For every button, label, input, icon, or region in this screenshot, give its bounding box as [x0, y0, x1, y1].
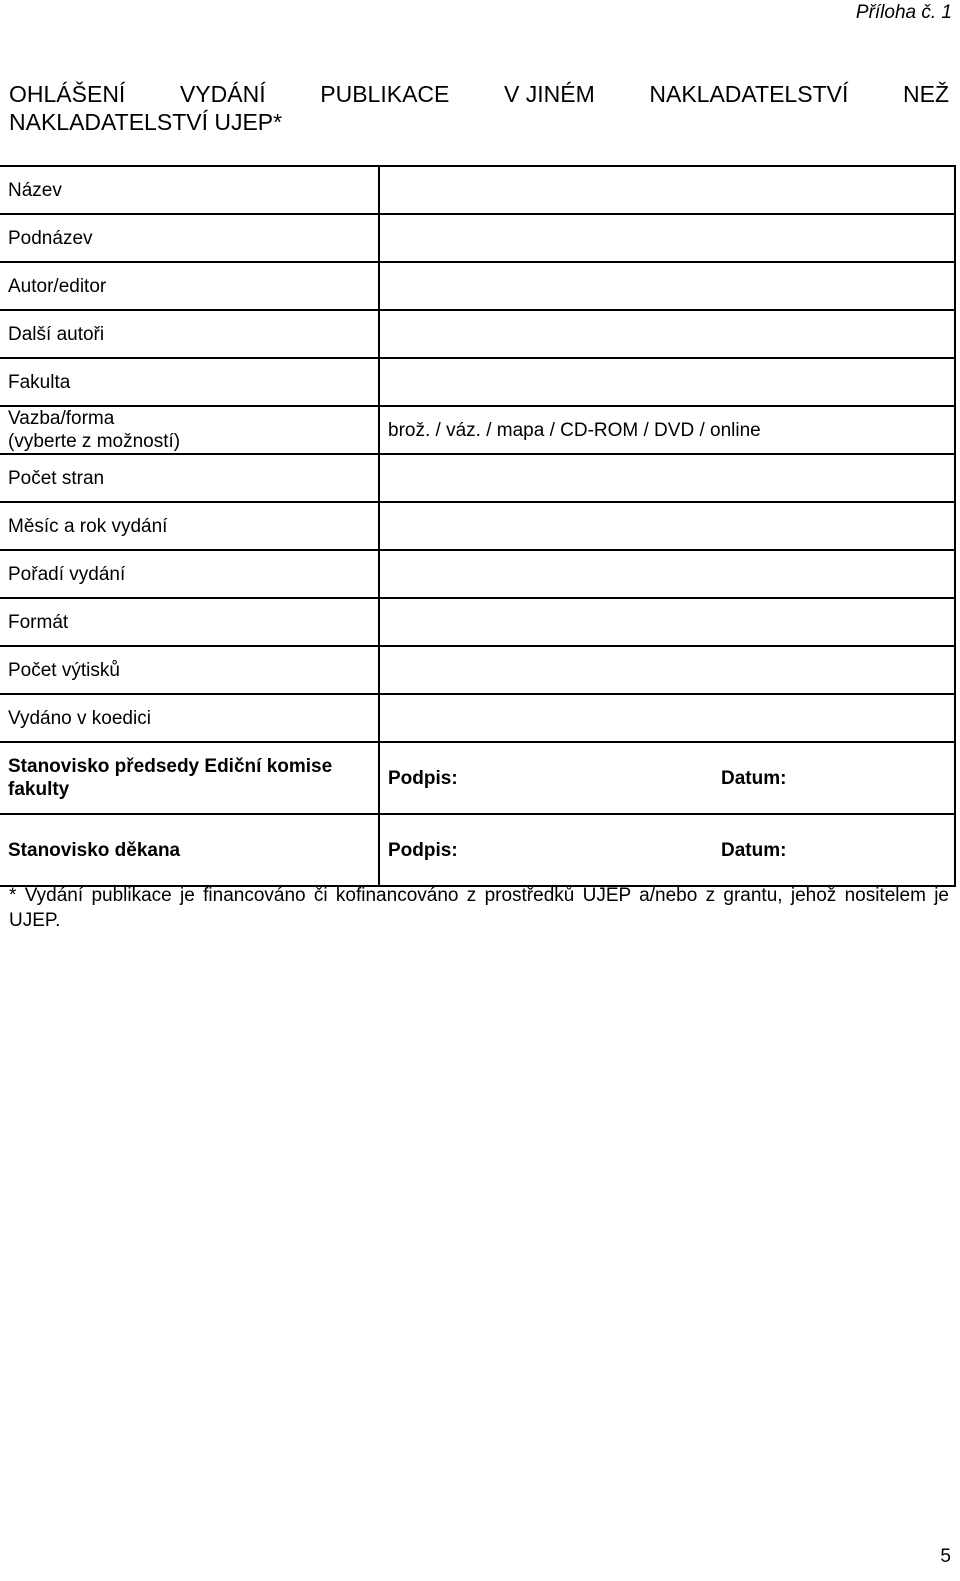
row-poradi	[0, 550, 955, 598]
field-poradi[interactable]	[379, 550, 955, 598]
publication-form	[0, 165, 956, 887]
date-label: Datum:	[721, 839, 787, 861]
label-autor: Autor/editor	[0, 262, 379, 310]
title-word: V JINÉM	[504, 81, 595, 107]
label-nazev: Název	[0, 166, 379, 214]
field-dalsi-autori[interactable]	[379, 310, 955, 358]
row-pocet-stran	[0, 454, 955, 502]
row-nazev	[0, 166, 955, 214]
field-nazev[interactable]	[379, 166, 955, 214]
page-number: 5	[940, 1546, 951, 1567]
label-vazba	[0, 406, 379, 454]
date-label: Datum:	[721, 767, 787, 789]
row-koedice	[0, 694, 955, 742]
label-format: Formát	[0, 598, 379, 646]
field-mesic-rok[interactable]	[379, 502, 955, 550]
row-format	[0, 598, 955, 646]
title-word: NAKLADATELSTVÍ	[649, 81, 849, 107]
field-vazba-options[interactable]: brož. / váz. / mapa / CD-ROM / DVD / online	[379, 406, 955, 454]
attachment-label: Příloha č. 1	[855, 2, 952, 23]
field-fakulta[interactable]	[379, 358, 955, 406]
label-mesic-rok: Měsíc a rok vydání	[0, 502, 379, 550]
title-word: NEŽ	[903, 81, 949, 107]
footnote: * Vydání publikace je financováno či kofinancováno z prostředků UJEP a/nebo z grantu, jehož nositelem je UJEP.	[9, 885, 949, 931]
field-pocet-vytisku[interactable]	[379, 646, 955, 694]
label-vazba-hint: (vyberte z možností)	[8, 431, 181, 452]
row-autor	[0, 262, 955, 310]
row-dalsi-autori	[0, 310, 955, 358]
field-pocet-stran[interactable]	[379, 454, 955, 502]
title-line-2: NAKLADATELSTVÍ UJEP*	[9, 109, 283, 135]
label-pocet-stran: Počet stran	[0, 454, 379, 502]
signature-label: Podpis:	[388, 767, 458, 789]
row-pocet-vytisku	[0, 646, 955, 694]
field-podnazev[interactable]	[379, 214, 955, 262]
row-podnazev	[0, 214, 955, 262]
signature-row	[388, 767, 946, 790]
title-word: PUBLIKACE	[320, 81, 450, 107]
label-koedice: Vydáno v koedici	[0, 694, 379, 742]
row-mesic-rok	[0, 502, 955, 550]
title-line-1	[9, 80, 949, 108]
row-stanovisko-dekana	[0, 814, 955, 886]
field-stanovisko-dekana[interactable]	[379, 814, 955, 886]
label-podnazev: Podnázev	[0, 214, 379, 262]
label-pocet-vytisku: Počet výtisků	[0, 646, 379, 694]
row-fakulta	[0, 358, 955, 406]
signature-row	[388, 839, 946, 862]
title-word: OHLÁŠENÍ	[9, 81, 126, 107]
document-title	[9, 80, 949, 136]
row-stanovisko-predsedy	[0, 742, 955, 814]
field-format[interactable]	[379, 598, 955, 646]
field-autor[interactable]	[379, 262, 955, 310]
label-poradi: Pořadí vydání	[0, 550, 379, 598]
label-dalsi-autori: Další autoři	[0, 310, 379, 358]
label-fakulta: Fakulta	[0, 358, 379, 406]
field-koedice[interactable]	[379, 694, 955, 742]
signature-label: Podpis:	[388, 839, 458, 861]
label-stanovisko-predsedy: Stanovisko předsedy Ediční komise fakulty	[0, 742, 379, 814]
title-word: VYDÁNÍ	[179, 81, 266, 107]
field-stanovisko-predsedy[interactable]	[379, 742, 955, 814]
label-vazba-title: Vazba/forma	[8, 408, 115, 429]
label-stanovisko-dekana: Stanovisko děkana	[0, 814, 379, 886]
row-vazba	[0, 406, 955, 454]
